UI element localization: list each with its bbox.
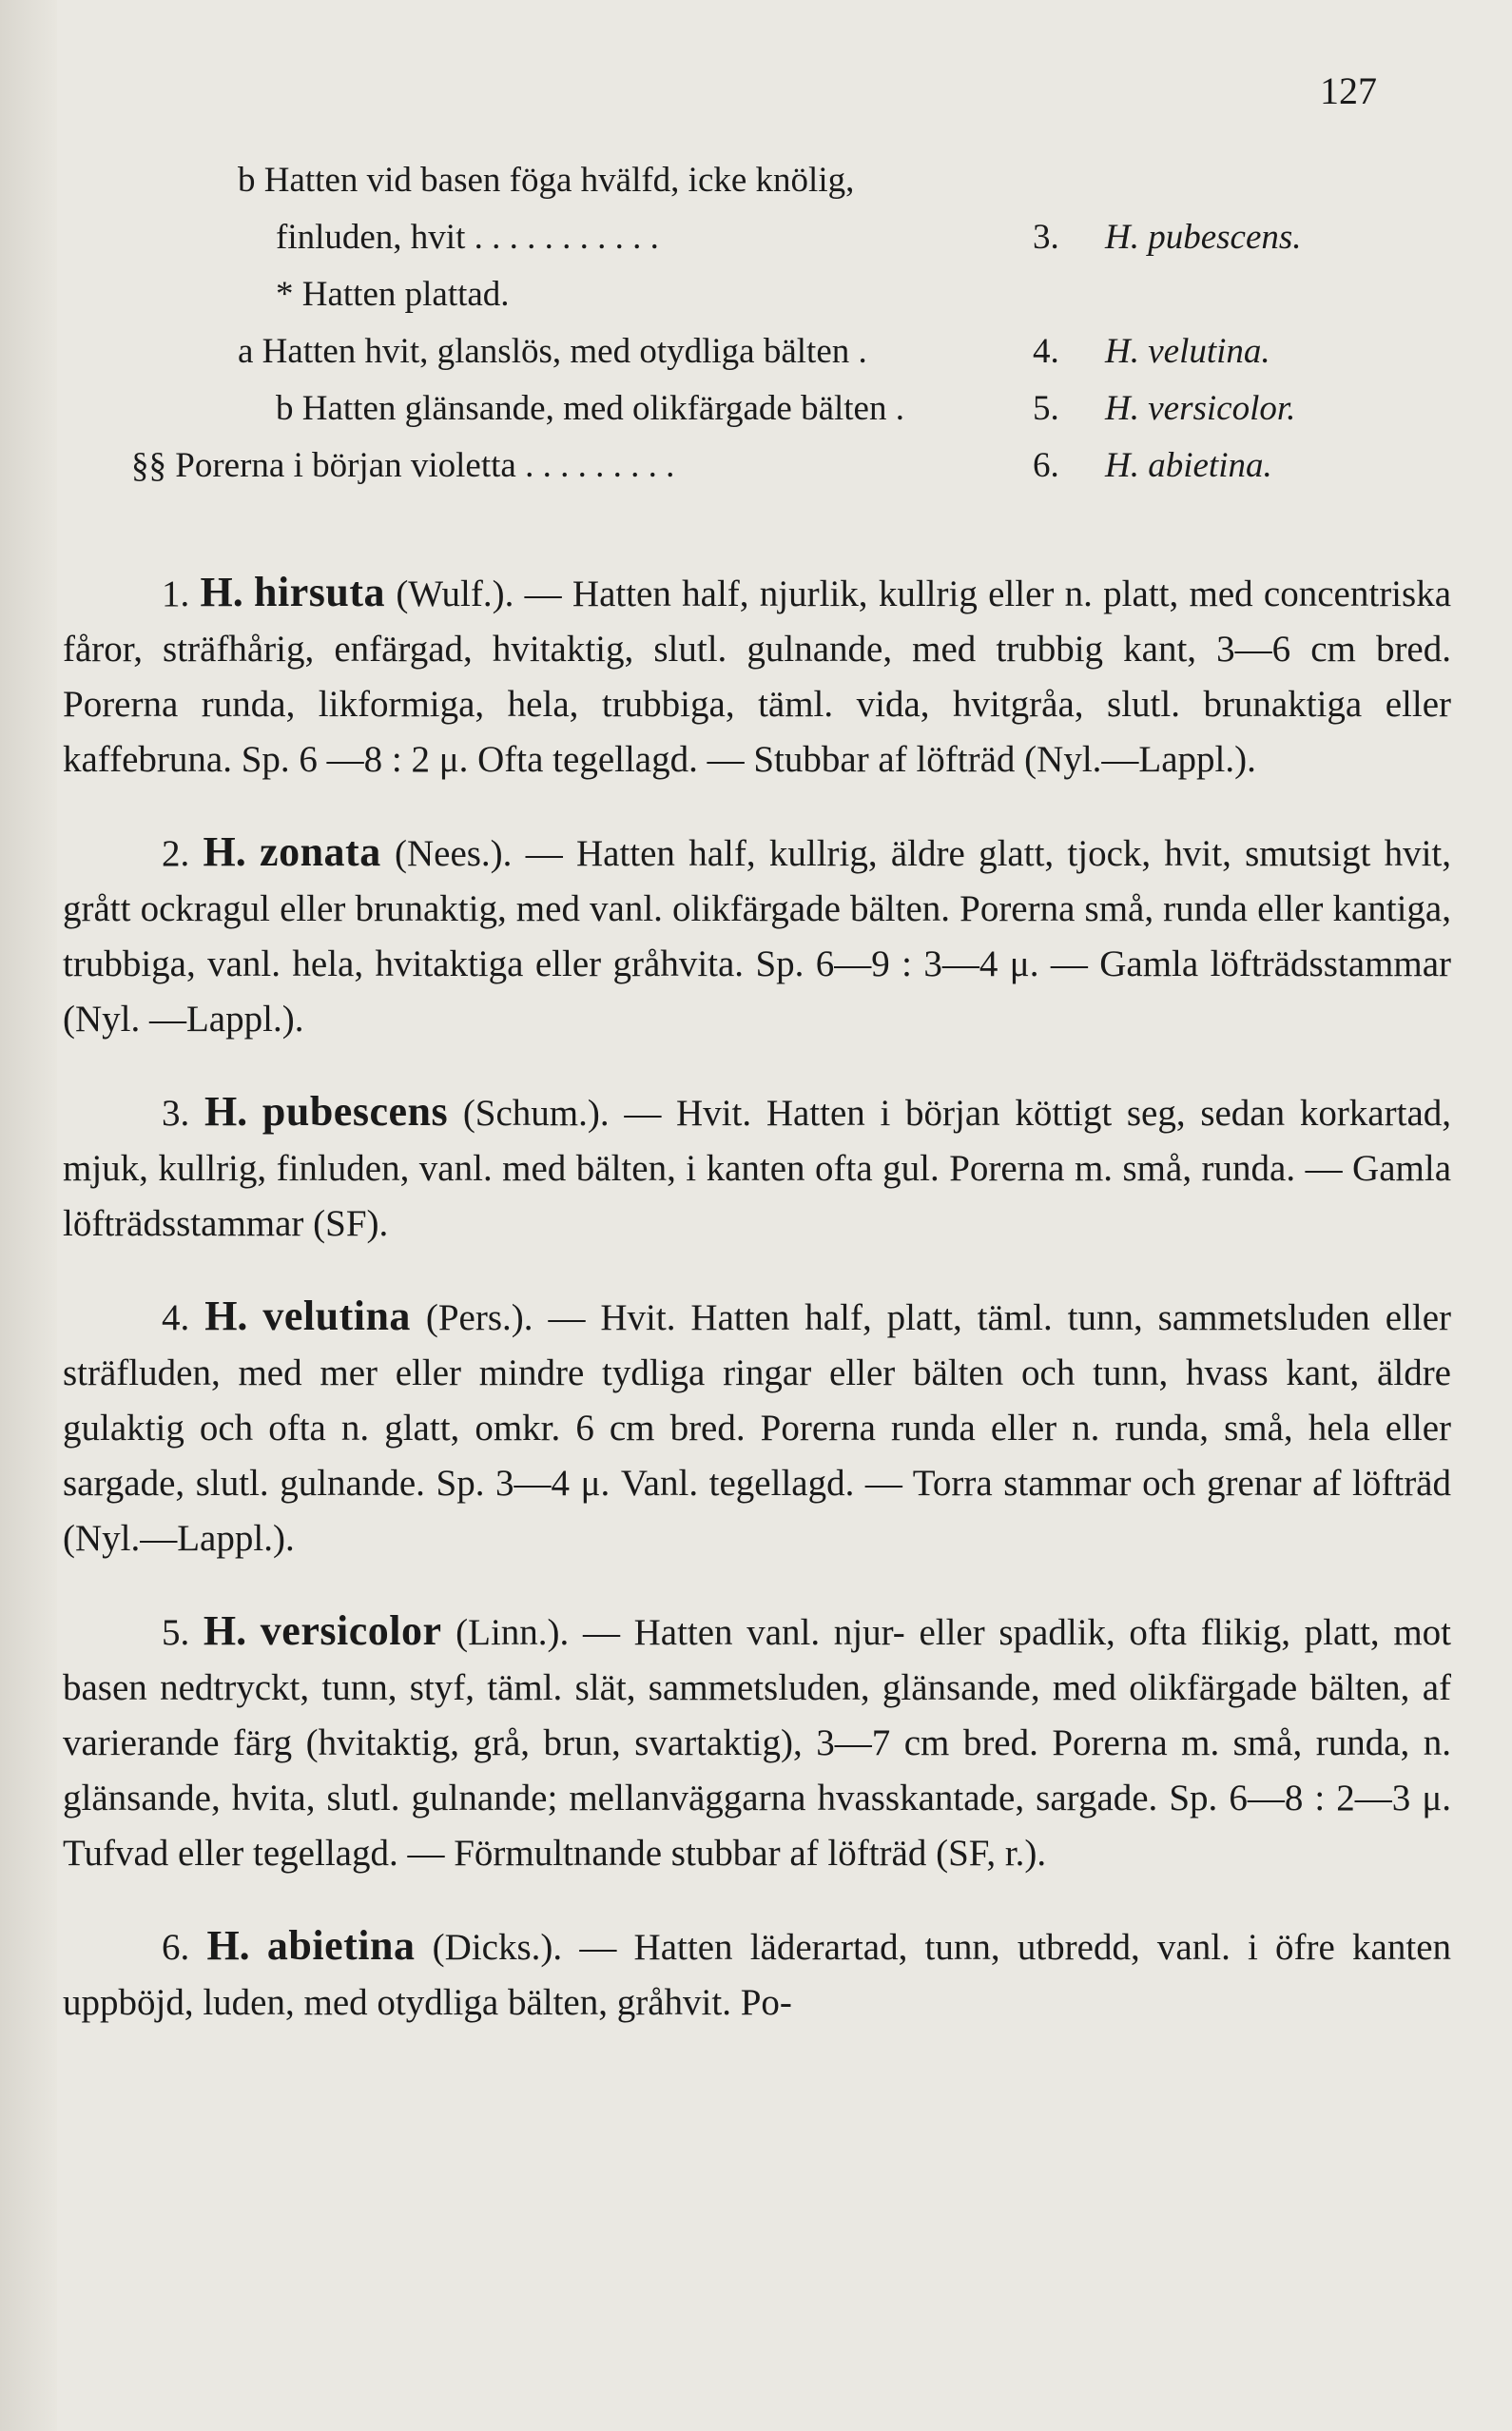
species-entry — [63, 1084, 1451, 1252]
key-line — [124, 209, 1331, 266]
entry-genus: H. — [204, 1293, 248, 1339]
key-line-text: a Hatten hvit, glanslös, med otydliga bälten . — [238, 332, 867, 371]
entry-number: 1. — [162, 574, 190, 614]
identification-key — [124, 152, 1331, 495]
entry-text: — Hatten vanl. njur- eller spadlik, ofta flikig, platt, mot basen nedtryckt, tunn, styf, täml. slät, sammetsluden, glänsande, med olikfärgade bälten, af varierande färg (hvitaktig, grå, brun, svartaktig), 3—7 cm bred. Porerna m. små, runda, n. glänsande, hvita, slutl. gulnande; mellanväggarna hvasskantade, sargade. Sp. 6—8 : 2—3 μ. Tufvad eller tegellagd. — Förmultnande stubbar af löfträd (SF, r.). — [63, 1612, 1452, 1874]
species-entry — [63, 565, 1451, 788]
entry-text: — Hatten half, kullrig, äldre glatt, tjock, hvit, smutsigt hvit, grått ockragul eller brunaktig, med vanl. olikfärgade bälten. Porerna små, runda eller kantiga, trubbiga, vanl. hela, hvitaktiga eller gråhvita. Sp. 6—9 : 3—4 μ. — Gamla löfträdsstammar (Nyl. —Lappl.). — [63, 833, 1452, 1040]
entry-author: (Linn.). — [456, 1612, 570, 1653]
page-edge — [0, 0, 57, 2431]
key-line-species: H. abietina. — [1105, 446, 1272, 485]
species-descriptions — [63, 528, 1451, 2053]
entry-genus: H. — [203, 1607, 247, 1654]
key-line — [124, 266, 1331, 323]
entry-number: 2. — [162, 833, 190, 874]
entry-number: 3. — [162, 1093, 190, 1134]
key-line-text: * Hatten plattad. — [276, 275, 510, 314]
entry-genus: H. — [203, 828, 246, 875]
key-line — [124, 380, 1331, 438]
entry-species: abietina — [266, 1922, 416, 1969]
key-line-text: b Hatten glänsande, med olikfärgade bälten . — [276, 389, 904, 428]
key-line-text: b Hatten vid basen föga hvälfd, icke knölig, — [238, 161, 855, 200]
entry-author: (Dicks.). — [432, 1927, 563, 1968]
entry-species: versicolor — [260, 1607, 442, 1654]
key-line-number: 5. — [1033, 389, 1059, 428]
entry-species: velutina — [262, 1293, 411, 1339]
entry-genus: H. — [204, 1088, 248, 1135]
key-line — [124, 438, 1331, 495]
entry-species: hirsuta — [254, 569, 386, 615]
species-entry — [63, 1604, 1451, 1881]
entry-species: pubescens — [262, 1088, 449, 1135]
key-line-species: H. versicolor. — [1105, 389, 1296, 428]
entry-number: 6. — [162, 1927, 190, 1968]
entry-author: (Nees.). — [394, 833, 513, 874]
entry-text: — Hvit. Hatten half, platt, täml. tunn, sammetsluden eller sträfluden, med mer eller mindre tydliga ringar eller bälten och tunn, hvass kant, äldre gulaktig och ofta n. glatt, omkr. 6 cm bred. Porerna runda eller n. runda, små, hela eller sargade, slutl. gulnande. Sp. 3—4 μ. Vanl. tegellagd. — Torra stammar och grenar af löfträd (Nyl.—Lappl.). — [63, 1297, 1451, 1559]
entry-author: (Wulf.). — [396, 574, 514, 614]
entry-author: (Schum.). — [462, 1093, 610, 1134]
entry-species: zonata — [260, 828, 381, 875]
entry-text: — Hatten half, njurlik, kullrig eller n. platt, med concentriska fåror, sträfhårig, enfärgad, hvitaktig, slutl. gulnande, med trubbig kant, 3—6 cm bred. Porerna runda, likformiga, hela, trubbiga, täml. vida, hvitgråa, slutl. brunaktiga eller kaffebruna. Sp. 6 —8 : 2 μ. Ofta tegellagd. — Stubbar af löfträd (Nyl.—Lappl.). — [63, 574, 1452, 780]
page-number: 127 — [1320, 69, 1377, 112]
key-line-number: 6. — [1033, 446, 1059, 485]
entry-text: — Hvit. Hatten i början köttigt seg, sedan korkartad, mjuk, kullrig, finluden, vanl. med bälten, i kanten ofta gul. Porerna m. små, runda. — Gamla löfträdsstammar (SF). — [63, 1093, 1451, 1244]
key-line-species: H. pubescens. — [1105, 218, 1302, 257]
species-entry — [63, 825, 1451, 1047]
key-line-number: 3. — [1033, 218, 1059, 257]
key-line-species: H. velutina. — [1105, 332, 1270, 371]
species-entry — [63, 1289, 1451, 1566]
entry-number: 4. — [162, 1297, 190, 1338]
key-line — [124, 152, 1331, 209]
key-line-text: finluden, hvit . . . . . . . . . . . — [276, 218, 659, 257]
key-line-text: §§ Porerna i början violetta . . . . . . . . . — [131, 446, 675, 485]
entry-genus: H. — [206, 1922, 250, 1969]
entry-text: — Hatten läderartad, tunn, utbredd, vanl. i öfre kanten uppböjd, luden, med otydliga bälten, gråhvit. Po- — [63, 1927, 1451, 2023]
entry-author: (Pers.). — [425, 1297, 533, 1338]
key-line — [124, 323, 1331, 380]
species-entry — [63, 1918, 1451, 2031]
entry-number: 5. — [162, 1612, 190, 1653]
key-line-number: 4. — [1033, 332, 1059, 371]
entry-genus: H. — [200, 569, 243, 615]
